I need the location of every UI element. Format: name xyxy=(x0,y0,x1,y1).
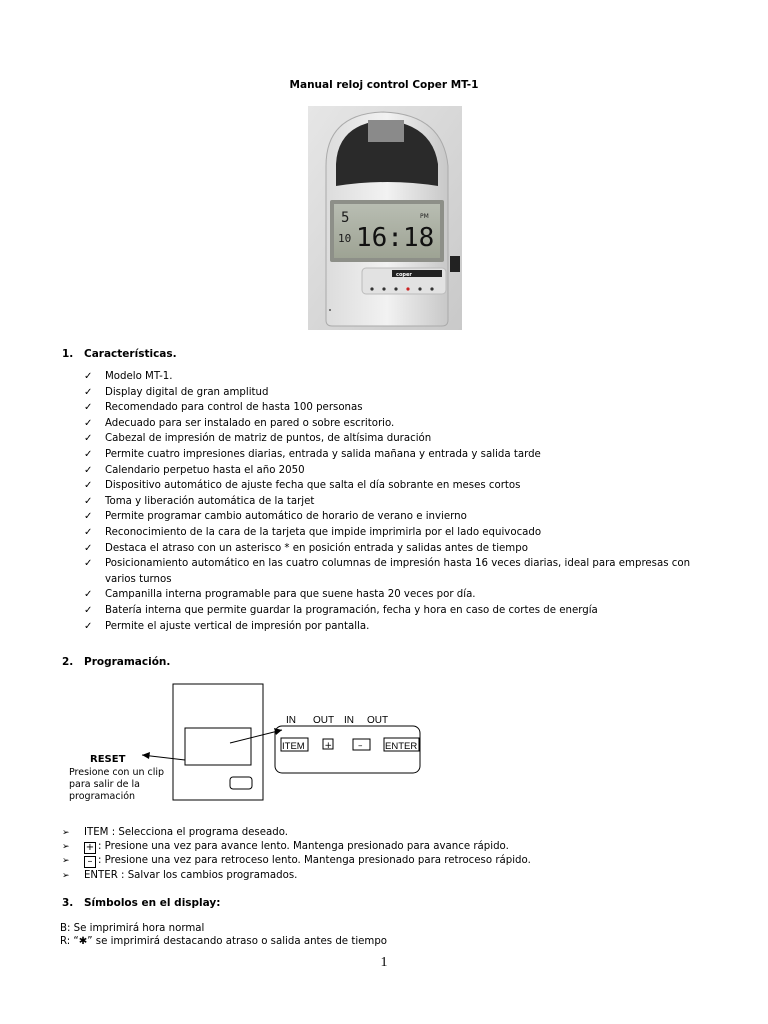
list-item: ➢ – : Presione una vez para retroceso lento. Mantenga presionado para retroceso rápido. xyxy=(62,855,531,868)
list-item: ✓ Reconocimiento de la cara de la tarjeta que impide imprimirla por el lado equivocado xyxy=(84,525,724,541)
list-item: ✓ Batería interna que permite guardar la programación, fecha y hora en caso de cortes de energía xyxy=(84,603,724,619)
device-display xyxy=(185,728,251,765)
list-item: ✓ Cabezal de impresión de matriz de puntos, de altísima duración xyxy=(84,431,724,447)
time-clock-photo xyxy=(308,106,462,330)
item-key-label: ITEM xyxy=(282,741,305,752)
list-item: ✓ Campanilla interna programable para que suene hasta 20 veces por día. xyxy=(84,587,724,603)
reset-pointer-arrow xyxy=(142,752,150,759)
arrow-bullet-icon: ➢ xyxy=(62,828,70,838)
list-item: ✓ Display digital de gran amplitud xyxy=(84,385,724,401)
check-icon: ✓ xyxy=(84,620,93,632)
check-icon: ✓ xyxy=(84,589,93,601)
list-item: ✓ Toma y liberación automática de la tarjet xyxy=(84,494,724,510)
brand-label: coper xyxy=(396,272,412,278)
display-symbols-text xyxy=(60,922,387,948)
device-reset-slot xyxy=(230,777,252,789)
panel-button xyxy=(418,287,421,290)
list-item: ✓ Permite cuatro impresiones diarias, entrada y salida mañana y entrada y salida tarde xyxy=(84,447,724,463)
check-icon: ✓ xyxy=(84,526,93,538)
check-icon: ✓ xyxy=(84,542,93,554)
device-outline xyxy=(173,684,263,800)
enter-key-label: ENTER xyxy=(385,741,418,752)
section-heading-programming: 2. Programación. xyxy=(62,656,171,668)
reset-desc-line: Presione con un clip xyxy=(69,767,165,778)
check-icon: ✓ xyxy=(84,604,93,616)
panel-button xyxy=(430,287,433,290)
lcd-time: 16:18 xyxy=(356,223,435,253)
check-icon: ✓ xyxy=(84,558,93,570)
section-heading-features: 1. Características. xyxy=(62,348,177,360)
panel-pointer-line xyxy=(230,730,282,743)
arrow-bullet-icon: ➢ xyxy=(62,856,70,867)
check-icon: ✓ xyxy=(84,495,93,507)
list-item: ➢ + : Presione una vez para avance lento. Mantenga presionado para avance rápido. xyxy=(62,841,509,854)
check-icon: ✓ xyxy=(84,417,93,429)
list-item: ✓ Calendario perpetuo hasta el año 2050 xyxy=(84,463,724,479)
list-item: ✓ Recomendado para control de hasta 100 personas xyxy=(84,400,724,416)
reset-desc-line: para salir de la xyxy=(69,779,140,790)
check-icon: ✓ xyxy=(84,511,93,523)
document-title: Manual reloj control Coper MT-1 xyxy=(289,79,479,91)
arrow-bullet-icon: ➢ xyxy=(62,842,70,853)
panel-button xyxy=(370,287,373,290)
check-icon: ✓ xyxy=(84,448,93,460)
power-cord xyxy=(450,256,460,272)
reset-label: RESET xyxy=(90,754,126,765)
section-heading-display-symbols: 3. Símbolos en el display: xyxy=(62,897,221,909)
symbol-line: B: Se imprimirá hora normal xyxy=(60,923,205,934)
features-list xyxy=(84,369,724,634)
list-item: ✓ Adecuado para ser instalado en pared o sobre escritorio. xyxy=(84,416,724,432)
check-icon: ✓ xyxy=(84,433,93,445)
list-item: ✓ Posicionamiento automático en las cuatro columnas de impresión hasta 16 veces diarias, ideal para empresas con varios turnos xyxy=(84,558,691,585)
panel-label-out: OUT xyxy=(313,715,335,726)
symbol-line: R: “✱” se imprimirá destacando atraso o salida antes de tiempo xyxy=(60,936,388,947)
list-item: ✓ Permite el ajuste vertical de impresión por pantalla. xyxy=(84,619,724,635)
list-item: ✓ Permite programar cambio automático de horario de verano e invierno xyxy=(84,509,724,525)
arrow-bullet-icon: ➢ xyxy=(62,870,70,881)
lcd-pm: PM xyxy=(420,213,429,220)
programming-keys-list xyxy=(62,826,531,883)
list-item: ✓ Modelo MT-1. xyxy=(84,369,724,385)
reset-desc-line: programación xyxy=(69,791,136,802)
check-icon: ✓ xyxy=(84,480,93,492)
minus-key-label: – xyxy=(358,741,363,751)
lcd-date-top: 5 xyxy=(341,210,350,226)
check-icon: ✓ xyxy=(84,386,93,398)
panel-button xyxy=(394,287,397,290)
list-item: ➢ ENTER : Salvar los cambios programados. xyxy=(62,869,531,883)
list-item: ✓ Dispositivo automático de ajuste fecha que salta el día sobrante en meses cortos xyxy=(84,478,724,494)
list-item: ➢ ITEM : Selecciona el programa deseado. xyxy=(62,826,531,840)
panel-label-out: OUT xyxy=(367,715,389,726)
check-icon: ✓ xyxy=(84,402,93,414)
panel-label-in: IN xyxy=(344,715,354,726)
check-icon: ✓ xyxy=(84,464,93,476)
list-item: ✓ Destaca el atraso con un asterisco * en posición entrada y salidas antes de tiempo xyxy=(84,541,724,557)
lcd-date-bottom: 10 xyxy=(338,232,352,245)
panel-button xyxy=(382,287,385,290)
minus-key-icon: – xyxy=(84,856,96,868)
page-number: 1 xyxy=(380,955,388,970)
plus-key-icon: + xyxy=(85,842,95,854)
panel-label-in: IN xyxy=(286,715,296,726)
check-icon: ✓ xyxy=(84,371,93,382)
panel-led xyxy=(406,287,409,290)
card-slot xyxy=(368,120,404,142)
reset-hole xyxy=(329,309,331,311)
plus-key-label: + xyxy=(324,741,333,751)
programming-diagram xyxy=(60,680,440,810)
